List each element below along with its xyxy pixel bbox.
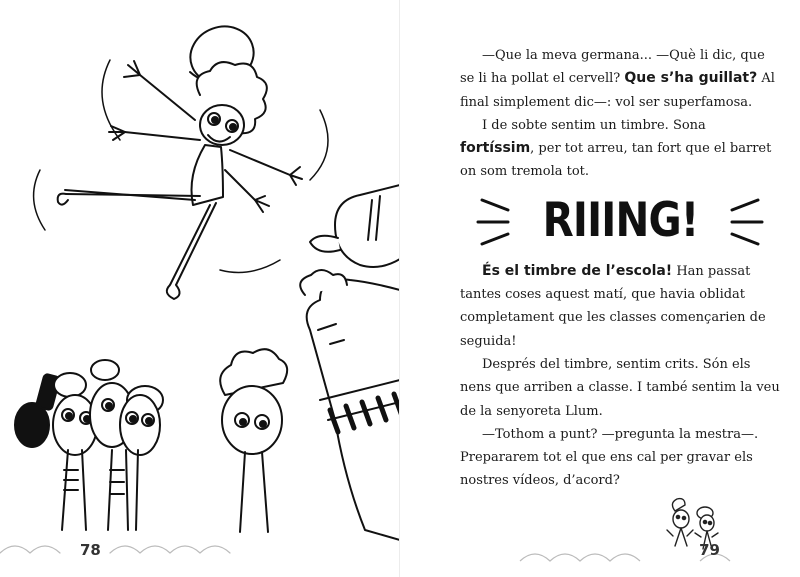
paragraph-2-bold: fortíssim — [460, 140, 531, 157]
page-number-left: 78 — [80, 541, 101, 559]
paragraph-2-text-end: , per tot arreu, tan fort que el barret on som tremola tot. — [460, 141, 772, 180]
paragraph-1-text-end: Al final simplement dic—: vol ser superfamosa. — [460, 71, 775, 110]
sound-effect — [460, 186, 780, 256]
fist — [310, 185, 400, 267]
paragraph-2 — [460, 114, 780, 184]
paragraph-5-text: —Tothom a punt? —pregunta la mestra—. Prepararem tot el que ens cal per gravar els nostres vídeos, d’acord? — [460, 426, 759, 489]
paragraph-3-text: Han passat tantes coses aquest matí, que havia oblidat completament que les classes començarien de seguida! — [460, 263, 766, 349]
scallop-decoration — [400, 543, 800, 563]
story-text — [460, 44, 780, 493]
paragraph-3 — [460, 260, 780, 353]
page-number-right: 79 — [699, 541, 720, 559]
paragraph-5 — [460, 423, 780, 493]
pair-characters — [90, 360, 163, 530]
tall-character — [300, 270, 400, 540]
paragraph-3-bold: És el timbre de l’escola! — [482, 262, 673, 279]
flying-girl — [34, 18, 328, 299]
paragraph-2-text: I de sobte sentim un timbre. Sona — [482, 117, 706, 133]
paragraph-1-bold: Que s’ha guillat? — [624, 70, 758, 87]
hat-character — [15, 373, 97, 530]
paragraph-1-text: —Que la meva germana... —Què li dic, que se li ha pollat el cervell? — [460, 48, 765, 87]
right-page — [400, 0, 800, 577]
paragraph-1 — [460, 44, 780, 114]
riiing-text: RIIING! — [542, 193, 698, 249]
paragraph-4-text: Després del timbre, sentim crits. Són els nens que arriben a classe. I també sentim la veu de la senyoreta Llum. — [460, 356, 780, 419]
fluffy-character — [220, 349, 287, 532]
paragraph-4 — [460, 353, 780, 423]
